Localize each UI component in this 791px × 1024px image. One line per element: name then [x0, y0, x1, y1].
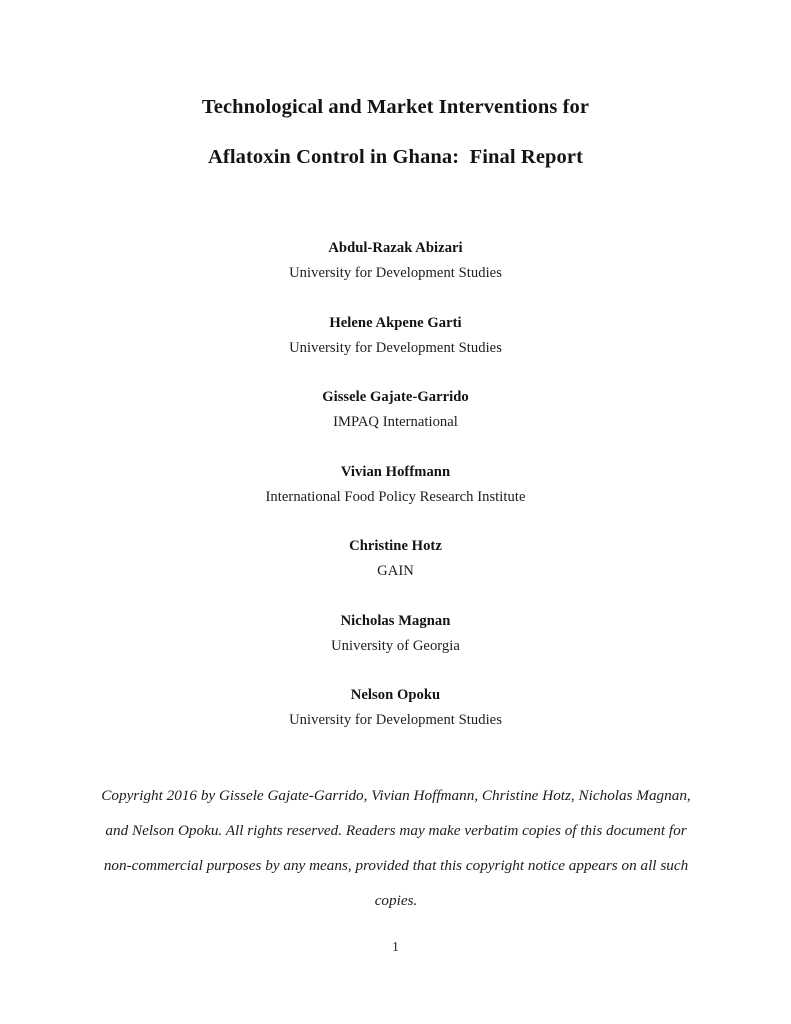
author-name: Nelson Opoku	[350, 687, 441, 703]
author-name: Nicholas Magnan	[340, 612, 451, 629]
author-name: Helene Akpene Garti	[329, 314, 462, 331]
author-entry	[0, 534, 791, 584]
author-list	[0, 236, 791, 758]
author-affiliation: University for Development Studies	[289, 712, 502, 728]
author-affiliation: International Food Policy Research Institute	[265, 488, 526, 505]
copyright-notice	[92, 778, 700, 918]
author-entry	[0, 385, 791, 435]
copyright-line: copies.	[374, 892, 418, 909]
author-name: Christine Hotz	[349, 538, 442, 554]
author-affiliation: University for Development Studies	[289, 339, 502, 356]
author-affiliation: University of Georgia	[331, 637, 460, 654]
copyright-line: and Nelson Opoku. All rights reserved. Readers may make verbatim copies of this document for	[105, 822, 687, 839]
author-entry	[0, 683, 791, 733]
author-entry	[0, 311, 791, 361]
author-entry	[0, 460, 791, 510]
document-title	[0, 82, 791, 182]
title-line-2: Aflatoxin Control in Ghana: Final Report	[207, 146, 584, 168]
author-name: Abdul-Razak Abizari	[328, 240, 463, 256]
author-affiliation: University for Development Studies	[289, 265, 502, 281]
author-entry	[0, 609, 791, 659]
author-name: Gissele Gajate-Garrido	[322, 389, 469, 405]
author-affiliation: GAIN	[377, 563, 414, 579]
author-name: Vivian Hoffmann	[340, 463, 451, 480]
author-entry	[0, 236, 791, 286]
copyright-line: non-commercial purposes by any means, provided that this copyright notice appears on all such	[103, 857, 689, 874]
copyright-line: Copyright 2016 by Gissele Gajate-Garrido, Vivian Hoffmann, Christine Hotz, Nicholas Magnan,	[101, 787, 691, 804]
page-number: 1	[392, 939, 399, 954]
title-line-1: Technological and Market Interventions for	[201, 96, 590, 118]
author-affiliation: IMPAQ International	[333, 414, 458, 430]
